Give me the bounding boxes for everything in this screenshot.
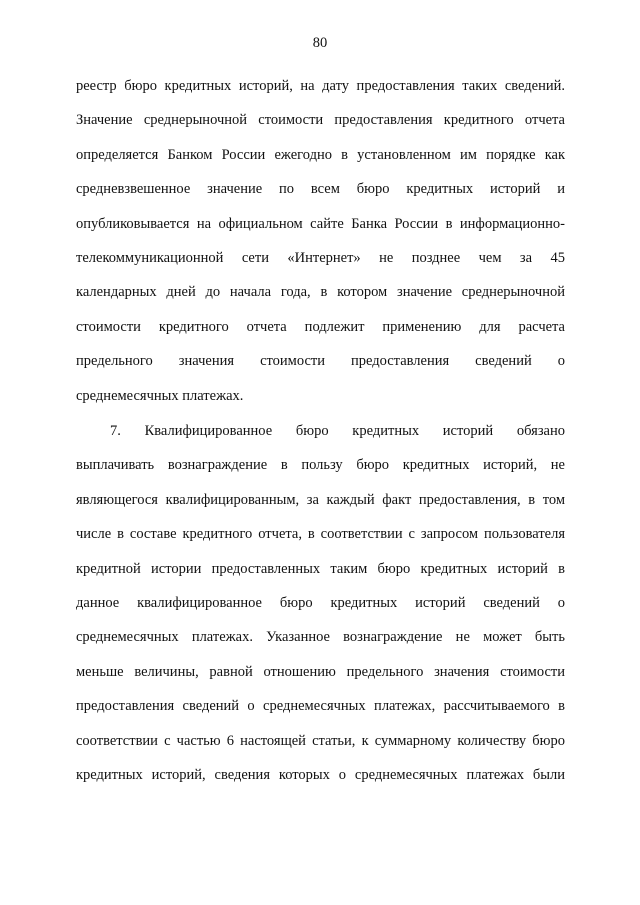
- paragraph-continued: [76, 76, 565, 420]
- text-line: среднемесячных платежах. Указанное вознаграждение не может быть: [76, 629, 565, 646]
- text-line: кредитных историй, сведения которых о среднемесячных платежах были: [76, 766, 565, 783]
- text-line: 7. Квалифицированное бюро кредитных историй обязано: [110, 423, 565, 439]
- text-line: Значение среднерыночной стоимости предоставления кредитного отчета: [76, 112, 565, 129]
- text-line: телекоммуникационной сети «Интернет» не позднее чем за 45: [76, 249, 565, 266]
- text-line: числе в составе кредитного отчета, в соответствии с запросом пользователя: [76, 526, 565, 543]
- text-line: реестр бюро кредитных историй, на дату предоставления таких сведений.: [76, 78, 565, 94]
- text-line: опубликовывается на официальном сайте Банка России в информационно-: [76, 215, 565, 232]
- page-number: 80: [312, 35, 328, 51]
- text-line: предоставления сведений о среднемесячных платежах, рассчитываемого в: [76, 698, 565, 715]
- paragraph-7: [76, 421, 565, 799]
- text-line: кредитной истории предоставленных таким бюро кредитных историй в: [76, 560, 565, 577]
- text-line: соответствии с частью 6 настоящей статьи, к суммарному количеству бюро: [76, 732, 565, 749]
- text-line: предельного значения стоимости предоставления сведений о: [76, 353, 565, 370]
- text-line: являющегося квалифицированным, за каждый факт предоставления, в том: [76, 491, 565, 508]
- text-line: выплачивать вознаграждение в пользу бюро кредитных историй, не: [76, 457, 565, 474]
- text-line: календарных дней до начала года, в котором значение среднерыночной: [76, 284, 565, 301]
- text-line: определяется Банком России ежегодно в установленном им порядке как: [76, 146, 565, 163]
- text-line: стоимости кредитного отчета подлежит применению для расчета: [76, 318, 565, 335]
- text-line: среднемесячных платежах.: [76, 387, 244, 404]
- text-line: данное квалифицированное бюро кредитных историй сведений о: [76, 594, 565, 611]
- text-line: средневзвешенное значение по всем бюро кредитных историй и: [76, 181, 565, 198]
- text-line: меньше величины, равной отношению предельного значения стоимости: [76, 663, 565, 680]
